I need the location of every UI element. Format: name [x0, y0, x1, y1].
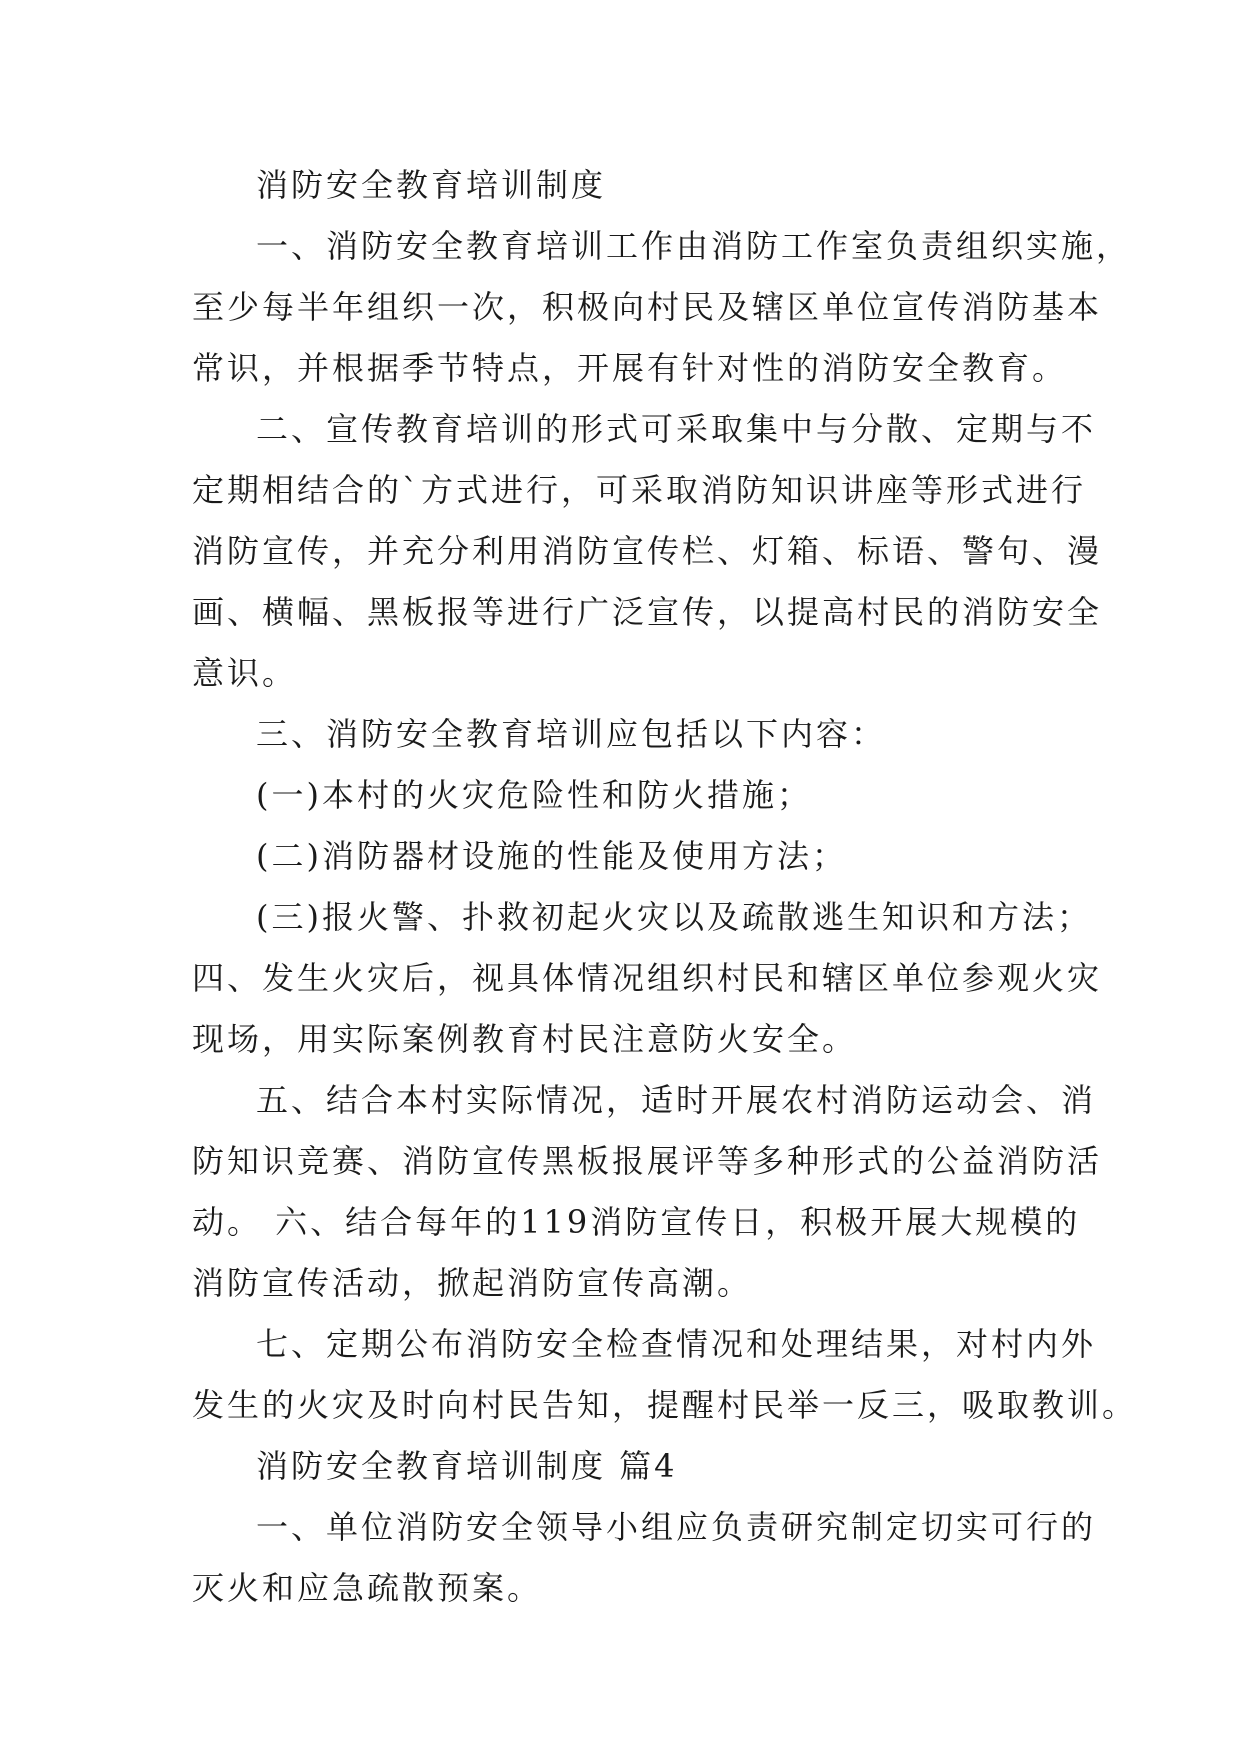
text-line: 二、宣传教育培训的形式可采取集中与分散、定期与不	[256, 410, 1097, 448]
text-line: 一、消防安全教育培训工作由消防工作室负责组织实施，	[256, 227, 1132, 265]
text-line: 四、发生火灾后，视具体情况组织村民和辖区单位参观火灾	[192, 959, 1103, 997]
text-line: 五、结合本村实际情况，适时开展农村消防运动会、消	[256, 1081, 1097, 1119]
text-line: 发生的火灾及时向村民告知，提醒村民举一反三，吸取教训。	[192, 1386, 1138, 1424]
text-line: (二)消防器材设施的性能及使用方法；	[256, 837, 847, 875]
text-line: 定期相结合的`方式进行，可采取消防知识讲座等形式进行	[192, 471, 1087, 509]
text-line: 现场，用实际案例教育村民注意防火安全。	[192, 1020, 858, 1058]
text-line: 意识。	[192, 654, 298, 692]
text-line: 灭火和应急疏散预案。	[192, 1569, 543, 1607]
section-title: 消防安全教育培训制度	[256, 166, 607, 204]
text-line: (三)报火警、扑救初起火灾以及疏散逃生知识和方法；	[256, 898, 1092, 936]
text-line: 七、定期公布消防安全检查情况和处理结果，对村内外	[256, 1325, 1097, 1363]
text-line: (一)本村的火灾危险性和防火措施；	[256, 776, 812, 814]
section-title: 消防安全教育培训制度 篇4	[256, 1447, 678, 1485]
text-line: 防知识竞赛、消防宣传黑板报展评等多种形式的公益消防活	[192, 1142, 1103, 1180]
text-line: 动。 六、结合每年的119消防宣传日，积极开展大规模的	[192, 1203, 1081, 1241]
text-line: 至少每半年组织一次，积极向村民及辖区单位宣传消防基本	[192, 288, 1103, 326]
document-body	[192, 155, 1138, 1619]
text-line: 消防宣传活动，掀起消防宣传高潮。	[192, 1264, 753, 1302]
text-line: 画、横幅、黑板报等进行广泛宣传，以提高村民的消防安全	[192, 593, 1103, 631]
text-line: 一、单位消防安全领导小组应负责研究制定切实可行的	[256, 1508, 1097, 1546]
text-line: 消防宣传，并充分利用消防宣传栏、灯箱、标语、警句、漫	[192, 532, 1103, 570]
text-line: 三、消防安全教育培训应包括以下内容：	[256, 715, 887, 753]
text-line: 常识，并根据季节特点，开展有针对性的消防安全教育。	[192, 349, 1068, 387]
